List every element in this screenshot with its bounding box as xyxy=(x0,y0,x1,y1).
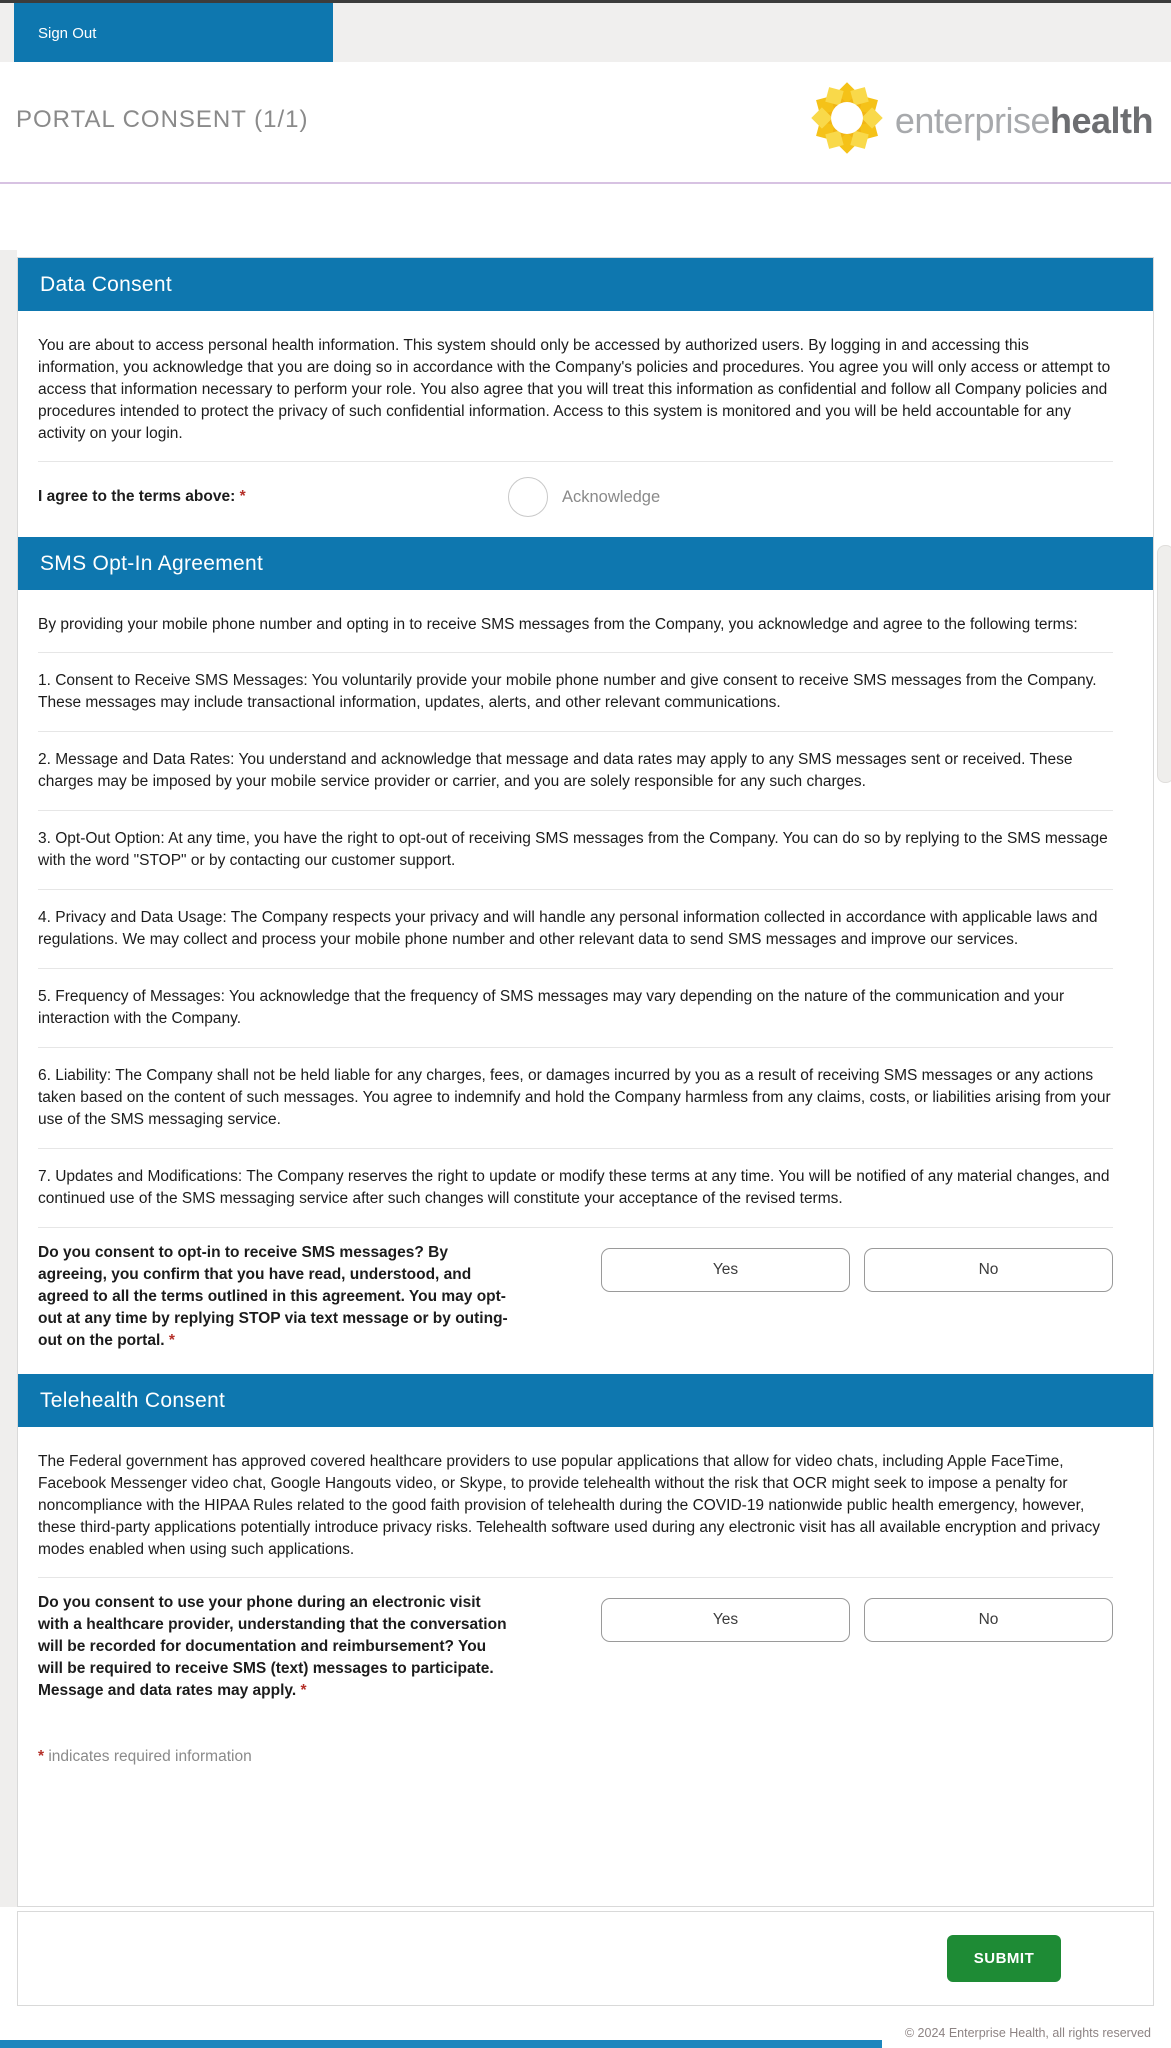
sms-term-1: 1. Consent to Receive SMS Messages: You voluntarily provide your mobile phone number and give consent to receive SMS messages from the Company. These messages may include transactional information, updates, alerts, and other relevant communications. xyxy=(38,652,1113,731)
acknowledge-label: Acknowledge xyxy=(562,487,661,506)
sms-term-6: 6. Liability: The Company shall not be held liable for any charges, fees, or damages incurred by you as a result of receiving SMS messages or any actions taken based on the content of such messages. You agree to indemnify and hold the Company harmless from any claims, costs, or liabilities arising from your use of the SMS messaging service. xyxy=(38,1047,1113,1148)
required-asterisk: * xyxy=(168,1332,175,1349)
section-body-telehealth xyxy=(18,1427,1153,1802)
submit-panel xyxy=(17,1911,1154,2006)
telehealth-yes-button[interactable]: Yes xyxy=(601,1598,850,1642)
submit-button[interactable]: SUBMIT xyxy=(947,1935,1061,1982)
header-divider-rule xyxy=(0,182,1171,184)
sms-term-7: 7. Updates and Modifications: The Company reserves the right to update or modify these terms at any time. You will be notified of any material changes, and continued use of the SMS messaging service after such changes will constitute your acceptance of the revised terms. xyxy=(38,1148,1113,1227)
telehealth-paragraph: The Federal government has approved covered healthcare providers to use popular applications that allow for video chats, including Apple FaceTime, Facebook Messenger video chat, Google Hangouts video, or Skype, to provide telehealth without the risk that OCR might seek to impose a penalty for noncompliance with the HIPAA Rules related to the good faith provision of telehealth during the COVID-19 nationwide public health emergency, however, these third-party applications potentially introduce privacy risks. Telehealth software used during any electronic visit has all available encryption and privacy modes enabled when using such applications. xyxy=(38,1453,1101,1558)
sms-term-3: 3. Opt-Out Option: At any time, you have the right to opt-out of receiving SMS messages from the Company. You can do so by replying to the SMS message with the word "STOP" or by contacting our customer support. xyxy=(38,810,1113,889)
section-title: SMS Opt-In Agreement xyxy=(40,551,264,575)
sms-question-row xyxy=(38,1227,1113,1368)
telehealth-no-button[interactable]: No xyxy=(864,1598,1113,1642)
consent-form-panel xyxy=(17,257,1154,1907)
agree-row xyxy=(38,461,1113,531)
section-body-sms xyxy=(18,590,1153,1374)
page-header xyxy=(0,62,1171,182)
sms-no-button[interactable]: No xyxy=(864,1248,1113,1292)
required-asterisk: * xyxy=(239,487,246,505)
required-footnote-text: indicates required information xyxy=(48,1748,252,1765)
agree-label: I agree to the terms above: * xyxy=(38,487,246,505)
copyright-text: © 2024 Enterprise Health, all rights reserved xyxy=(904,2026,1151,2040)
required-footnote xyxy=(38,1718,1113,1796)
data-consent-paragraph: You are about to access personal health information. This system should only be accessed by authorized users. By logging in and accessing this information, you acknowledge that you are doing so in accordance with the Company's policies and procedures. You agree you will only access or attempt to access that information necessary to perform your role. You also agree that you will treat this information as confidential and follow all Company policies and procedures intended to protect the privacy of such confidential information. Access to this system is monitored and you will be held accountable for any activity on your login. xyxy=(38,337,1111,442)
bottom-accent-bar xyxy=(0,2040,882,2048)
telehealth-question-row xyxy=(38,1577,1113,1718)
sign-out-label: Sign Out xyxy=(38,25,97,42)
section-title: Data Consent xyxy=(40,272,173,296)
sms-term-5: 5. Frequency of Messages: You acknowledge that the frequency of SMS messages may vary depending on the nature of the communication and your interaction with the Company. xyxy=(38,968,1113,1047)
section-header-sms-opt-in xyxy=(18,537,1153,590)
sunflower-logo-icon xyxy=(809,80,885,161)
logo-text-enterprise: enterprise xyxy=(894,99,1050,141)
section-header-telehealth xyxy=(18,1374,1153,1427)
left-gutter-background xyxy=(0,250,17,1907)
enterprise-health-logo xyxy=(809,80,1153,161)
acknowledge-radio[interactable] xyxy=(508,477,548,517)
logo-wordmark xyxy=(895,100,1153,142)
sign-out-button[interactable] xyxy=(14,3,333,64)
section-body-data-consent xyxy=(18,311,1153,537)
top-bar xyxy=(0,3,1171,62)
required-asterisk: * xyxy=(38,1748,45,1765)
sms-question-buttons xyxy=(601,1242,1113,1292)
telehealth-question-text: Do you consent to use your phone during an electronic visit with a healthcare provider, understanding that the conversation will be recorded for documentation and reimbursement? You will be required to receive SMS (text) messages to participate. Message and data rates may apply. * xyxy=(38,1594,507,1699)
required-asterisk: * xyxy=(300,1682,307,1699)
page-title: PORTAL CONSENT (1/1) xyxy=(16,106,309,133)
sms-question-text: Do you consent to opt-in to receive SMS messages? By agreeing, you confirm that you have read, understood, and agreed to all the terms outlined in this agreement. You may opt-out at any time by replying STOP via text message or by outing-out on the portal. * xyxy=(38,1244,508,1349)
sms-yes-button[interactable]: Yes xyxy=(601,1248,850,1292)
sms-term-4: 4. Privacy and Data Usage: The Company respects your privacy and will handle any personal information collected in accordance with applicable laws and regulations. We may collect and process your mobile phone number and other relevant data to send SMS messages and improve our services. xyxy=(38,889,1113,968)
section-header-data-consent xyxy=(18,258,1153,311)
sms-term-2: 2. Message and Data Rates: You understand and acknowledge that message and data rates may apply to any SMS messages sent or received. These charges may be imposed by your mobile service provider or carrier, and you are solely responsible for any such charges. xyxy=(38,731,1113,810)
scrollbar-thumb[interactable] xyxy=(1157,545,1171,783)
section-title: Telehealth Consent xyxy=(40,1388,226,1412)
sms-intro-paragraph: By providing your mobile phone number and opting in to receive SMS messages from the Company, you acknowledge and agree to the following terms: xyxy=(38,616,1078,633)
telehealth-question-buttons xyxy=(601,1592,1113,1642)
acknowledge-group xyxy=(508,477,1020,517)
logo-text-health: health xyxy=(1049,99,1153,141)
